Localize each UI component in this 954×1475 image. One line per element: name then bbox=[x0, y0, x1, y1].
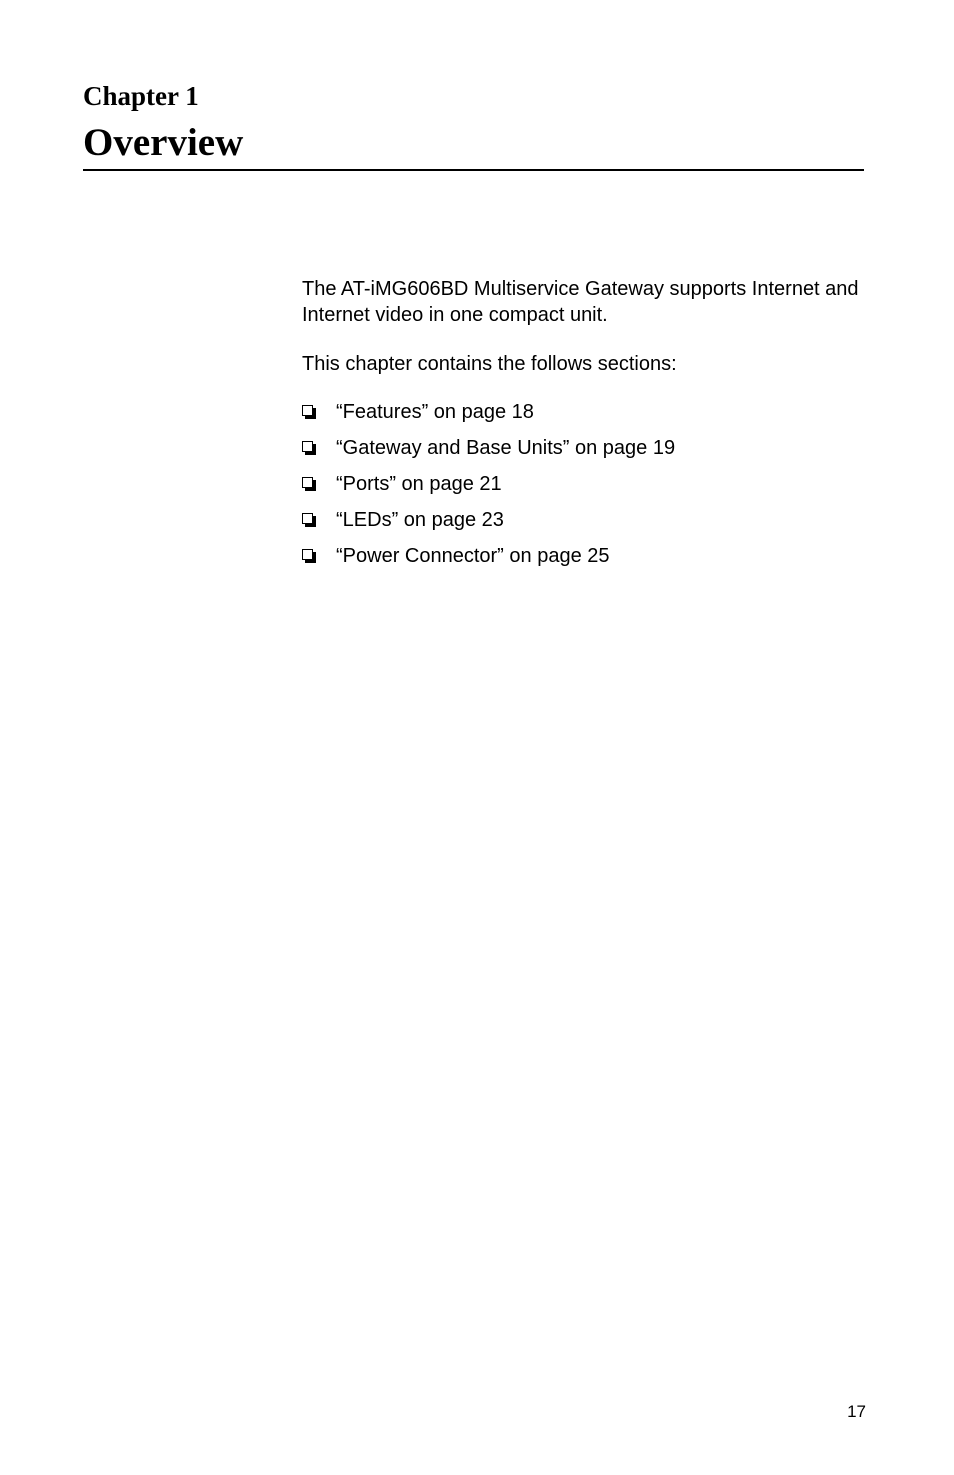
checkbox-bullet-icon bbox=[302, 542, 318, 570]
chapter-label: Chapter 1 bbox=[83, 81, 199, 111]
page-number: 17 bbox=[847, 1402, 866, 1421]
checkbox-bullet-icon bbox=[302, 398, 318, 426]
section-link-features[interactable]: “Features” on page 18 bbox=[336, 401, 534, 423]
list-item bbox=[302, 434, 675, 470]
list-item bbox=[302, 506, 675, 542]
chapter-title: Overview bbox=[83, 121, 244, 164]
section-link-leds[interactable]: “LEDs” on page 23 bbox=[336, 509, 504, 531]
checkbox-bullet-icon bbox=[302, 434, 318, 462]
section-list bbox=[302, 398, 675, 578]
section-link-power-connector[interactable]: “Power Connector” on page 25 bbox=[336, 545, 610, 567]
list-item bbox=[302, 398, 675, 434]
checkbox-bullet-icon bbox=[302, 506, 318, 534]
list-item bbox=[302, 542, 675, 578]
section-link-gateway-base-units[interactable]: “Gateway and Base Units” on page 19 bbox=[336, 437, 676, 459]
section-link-ports[interactable]: “Ports” on page 21 bbox=[336, 473, 502, 495]
title-divider bbox=[83, 169, 864, 171]
list-item bbox=[302, 470, 675, 506]
checkbox-bullet-icon bbox=[302, 470, 318, 498]
intro-paragraph: The AT-iMG606BD Multiservice Gateway supports Internet and Internet video in one compact unit. bbox=[302, 278, 859, 326]
sections-lead-paragraph: This chapter contains the follows sections: bbox=[302, 353, 677, 375]
